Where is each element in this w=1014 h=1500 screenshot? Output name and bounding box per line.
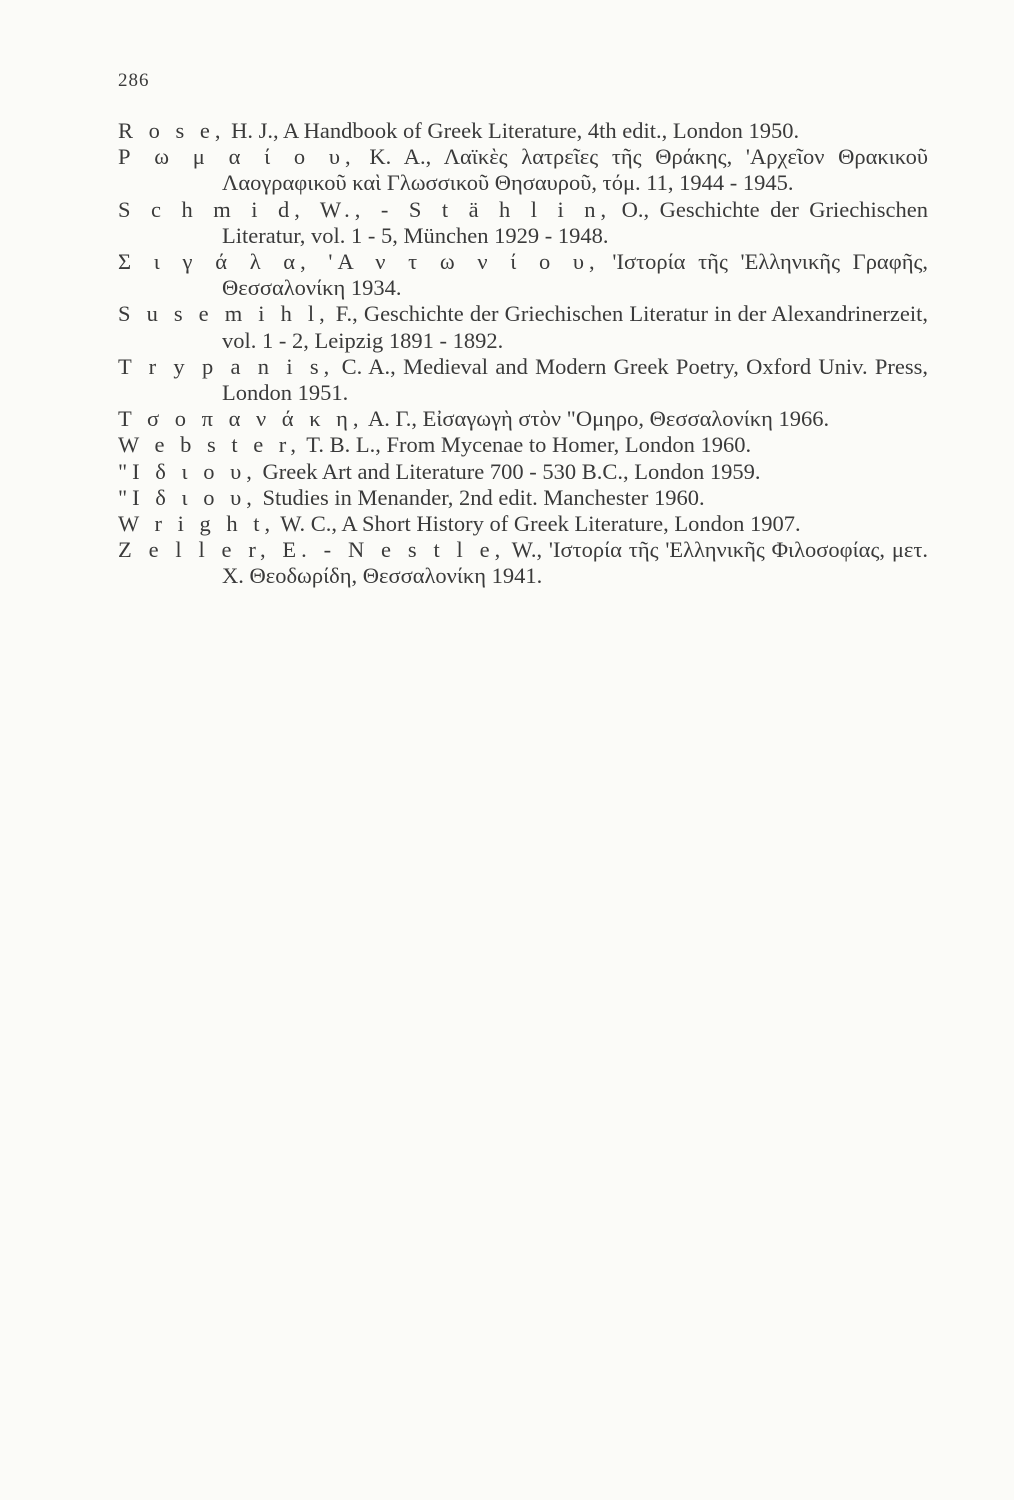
entry-details: Κ. Α., Λαϊκὲς λατρεῖες τῆς Θράκης, 'Αρχεῖον Θρακικοῦ Λαογραφικοῦ καὶ Γλωσσικοῦ Θησαυροῦ, τόμ. 11, 1944 - 1945. — [222, 144, 928, 196]
bibliography-entry — [118, 432, 928, 458]
entry-details: T. B. L., From Mycenae to Homer, London 1960. — [301, 432, 752, 458]
entry-author: "Ι δ ι ο υ, — [118, 484, 257, 510]
bibliography-entry — [118, 197, 928, 249]
entry-author: Ρ ω μ α ί ο υ, — [118, 144, 356, 170]
entry-author: W e b s t e r, — [118, 432, 302, 458]
bibliography-entry — [118, 144, 928, 196]
entry-author: S u s e m i h l, — [118, 301, 330, 327]
entry-author: T r y p a n i s, — [118, 353, 335, 379]
entry-author: "Ι δ ι ο υ, — [118, 458, 257, 484]
entry-author: Σ ι γ ά λ α, 'Α ν τ ω ν ί ο υ, — [118, 249, 600, 275]
bibliography-entry — [118, 537, 928, 589]
bibliography-entry — [118, 406, 928, 432]
bibliography-entry — [118, 459, 928, 485]
entry-details: 'Ιστορία τῆς 'Ελληνικῆς Γραφῆς, Θεσσαλονίκη 1934. — [222, 249, 928, 301]
bibliography-entry — [118, 249, 928, 301]
entry-details: Α. Γ., Εἰσαγωγὴ στὸν "Ομηρο, Θεσσαλονίκη 1966. — [363, 406, 830, 432]
entry-details: Studies in Menander, 2nd edit. Manchester 1960. — [256, 484, 705, 510]
entry-details: W., 'Ιστορία τῆς 'Ελληνικῆς Φιλοσοφίας, μετ. Χ. Θεοδωρίδη, Θεσσαλονίκη 1941. — [222, 537, 929, 589]
entry-details: Greek Art and Literature 700 - 530 B.C., London 1959. — [256, 458, 761, 484]
entry-details: W. C., A Short History of Greek Literature, London 1907. — [275, 511, 801, 537]
bibliography-entry — [118, 511, 928, 537]
entry-details: F., Geschichte der Griechischen Literatur in der Alexandrinerzeit, vol. 1 - 2, Leipzig 1891 - 1892. — [222, 301, 928, 353]
entry-author: R o s e, — [118, 118, 226, 143]
bibliography-entry — [118, 118, 928, 144]
bibliography-entry — [118, 485, 928, 511]
entry-author: Z e l l e r, E. - N e s t l e, — [118, 537, 506, 563]
page-number: 286 — [118, 70, 150, 91]
entry-details: O., Geschichte der Griechischen Literatur, vol. 1 - 5, München 1929 - 1948. — [222, 196, 928, 248]
entry-details: H. J., A Handbook of Greek Literature, 4th edit., London 1950. — [225, 118, 800, 143]
bibliography-entry — [118, 354, 928, 406]
entry-author: Τ σ ο π α ν ά κ η, — [118, 406, 364, 432]
entry-author: W r i g h t, — [118, 511, 276, 537]
bibliography-entry — [118, 301, 928, 353]
bibliography-list — [118, 118, 928, 590]
entry-author: S c h m i d, W., - S t ä h l i n, — [118, 196, 612, 222]
entry-details: C. A., Medieval and Modern Greek Poetry, Oxford Univ. Press, London 1951. — [222, 353, 929, 406]
